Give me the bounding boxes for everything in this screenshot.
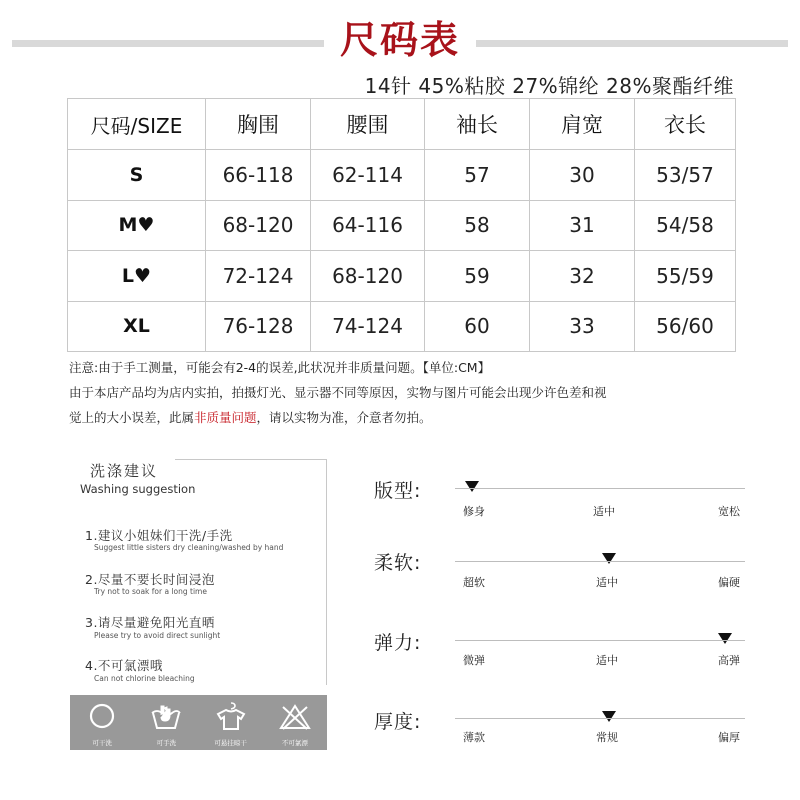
sleeve-cell: 60 [425,301,530,352]
softness-scale-line [455,561,745,562]
fit-scale-line [455,488,745,489]
care-icon-cell [134,695,198,750]
attr-label-softness: 柔软: [374,552,422,574]
length-cell: 53/57 [635,150,736,201]
chest-cell: 68-120 [206,200,311,251]
chest-cell: 66-118 [206,150,311,201]
care-icon-cell [70,695,134,750]
sleeve-cell: 57 [425,150,530,201]
washing-item-en: Please try to avoid direct sunlight [94,631,221,640]
table-row [68,301,736,352]
attr-label-thickness: 厚度: [374,711,422,733]
softness-scale-marker [602,553,616,564]
waist-cell: 64-116 [311,200,425,251]
header-sleeve: 袖长 [425,99,530,150]
care-icon-label: 可干洗 [92,739,112,747]
elasticity-tick-high: 高弹 [718,654,740,667]
size-cell: S [68,150,206,201]
softness-tick-high: 偏硬 [718,576,740,589]
shoulder-cell: 30 [530,150,635,201]
care-icon-label: 可手洗 [156,739,177,747]
washing-item: 4.不可氯漂哦 [85,658,163,673]
note-quality-highlight: 非质量问题 [194,410,257,425]
dry-clean-icon [87,701,117,731]
thickness-tick-high: 偏厚 [718,731,740,744]
shoulder-cell: 31 [530,200,635,251]
chest-cell: 72-124 [206,251,311,302]
thickness-scale-line [455,718,745,719]
header-chest: 胸围 [206,99,311,150]
note-quality [69,408,432,426]
care-icon-strip [70,695,327,750]
sleeve-cell: 59 [425,251,530,302]
washing-subtitle: Washing suggestion [80,482,196,496]
washing-panel [70,455,327,755]
size-cell: L♥ [68,251,206,302]
care-icon-cell [199,695,263,750]
header-waist: 腰围 [311,99,425,150]
header-size: 尺码/SIZE [68,99,206,150]
fit-tick-high: 宽松 [718,505,740,518]
note-quality-before: 觉上的大小误差，此属 [69,410,195,425]
fit-scale-marker [465,481,479,492]
size-table [67,98,736,352]
length-cell: 54/58 [635,200,736,251]
panel-border-right [326,459,327,685]
elasticity-tick-low: 微弹 [463,654,485,667]
shoulder-cell: 33 [530,301,635,352]
washing-item-en: Suggest little sisters dry cleaning/washed by hand [94,543,284,552]
size-cell: M♥ [68,200,206,251]
title-wrap [0,14,800,66]
thickness-tick-mid: 常规 [596,731,618,744]
attr-label-elasticity: 弹力: [374,632,422,654]
sleeve-cell: 58 [425,200,530,251]
fit-tick-low: 修身 [463,505,485,518]
waist-cell: 74-124 [311,301,425,352]
table-row [68,200,736,251]
fabric-composition: 14针 45%粘胶 27%锦纶 28%聚酯纤维 [364,74,734,98]
softness-tick-low: 超软 [463,576,485,589]
table-header-row [68,99,736,150]
waist-cell: 68-120 [311,251,425,302]
thickness-scale-marker [602,711,616,722]
panel-border-top [175,459,327,460]
length-cell: 56/60 [635,301,736,352]
care-icon-label: 可悬挂晾干 [214,739,247,747]
elasticity-scale-line [455,640,745,641]
hang-dry-icon [214,701,248,731]
washing-item: 3.请尽量避免阳光直晒 [85,615,215,630]
washing-item-en: Can not chlorine bleaching [94,674,195,683]
thickness-tick-low: 薄款 [463,731,485,744]
care-icon-cell [263,695,327,750]
washing-item-en: Try not to soak for a long time [94,587,207,596]
elasticity-tick-mid: 适中 [596,654,618,667]
no-bleach-icon [278,701,312,731]
fit-tick-mid: 适中 [593,505,615,518]
chest-cell: 76-128 [206,301,311,352]
size-cell: XL [68,301,206,352]
hand-wash-icon [149,701,183,731]
care-icon-label: 不可氯漂 [281,739,308,747]
washing-item: 2.尽量不要长时间浸泡 [85,572,215,587]
header-length: 衣长 [635,99,736,150]
shoulder-cell: 32 [530,251,635,302]
header-shoulder: 肩宽 [530,99,635,150]
washing-title: 洗涤建议 [90,462,159,480]
note-quality-after: ，请以实物为准，介意者勿拍。 [256,410,432,425]
elasticity-scale-marker [718,633,732,644]
table-row [68,251,736,302]
note-color-diff: 由于本店产品均为店内实拍，拍摄灯光、显示器不同等原因，实物与图片可能会出现少许色差和视 [69,385,607,400]
table-row [68,150,736,201]
page-title: 尺码表 [324,14,476,66]
note-measurement: 注意:由于手工测量，可能会有2-4的误差,此状况并非质量问题。【单位:CM】 [69,360,491,375]
washing-item: 1.建议小姐妹们干洗/手洗 [85,528,233,543]
softness-tick-mid: 适中 [596,576,618,589]
length-cell: 55/59 [635,251,736,302]
waist-cell: 62-114 [311,150,425,201]
attr-label-fit: 版型: [374,480,422,502]
